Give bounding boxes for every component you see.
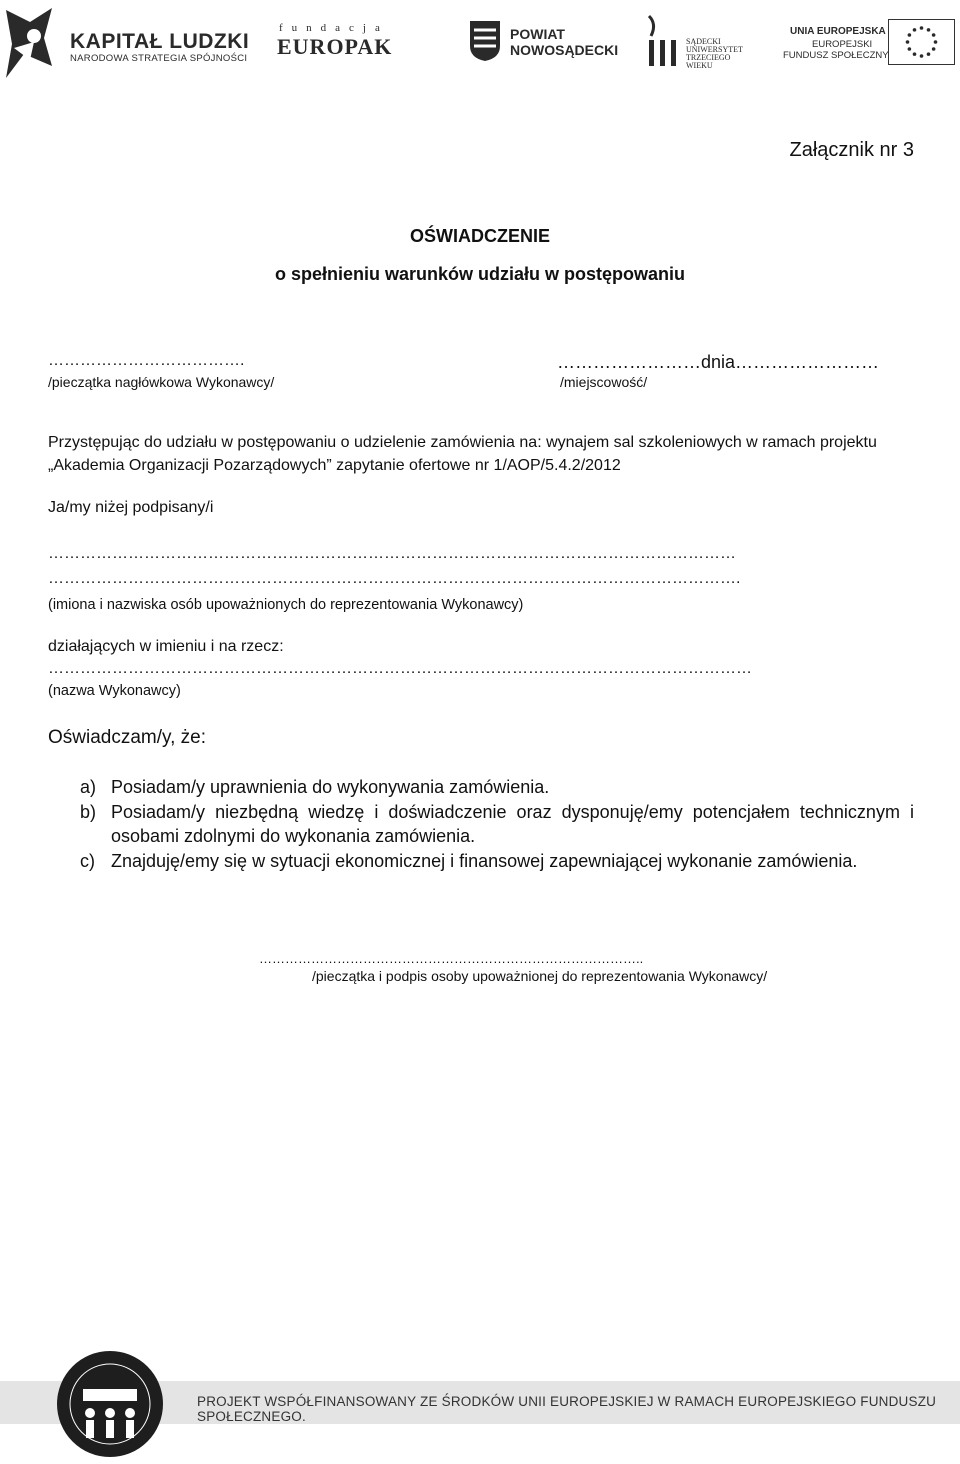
acting-label: działających w imieniu i na rzecz:	[48, 638, 284, 655]
powiat-line-2: NOWOSĄDECKI	[510, 42, 619, 58]
eu-star-icon	[913, 52, 917, 56]
list-item	[80, 800, 914, 848]
document-title: OŚWIADCZENIE	[409, 226, 550, 246]
list-marker: c)	[80, 851, 95, 871]
stamp-placeholder: ……………………………….	[48, 352, 245, 369]
utw-text	[686, 38, 746, 70]
ue-line-2: EUROPEJSKI	[812, 39, 873, 50]
eu-star-icon	[908, 33, 912, 37]
utw-line-3: TRZECIEGO	[686, 53, 731, 62]
eu-star-icon	[932, 47, 936, 51]
contractor-dotline: ……………………………………………………………………………………………………………………	[48, 660, 752, 677]
kapital-ludzki-title: KAPITAŁ LUDZKI	[70, 30, 250, 53]
utw-line-2: UNIWERSYTET	[686, 45, 743, 54]
eu-star-icon	[927, 52, 931, 56]
list-item	[80, 775, 914, 799]
list-text: Posiadam/y niezbędną wiedzę i doświadczenie oraz dysponuję/emy potencjałem technicznym i osobami zdolnymi do wykonania zamówienia.	[111, 802, 914, 846]
eu-star-icon	[920, 26, 924, 30]
list-marker: a)	[80, 777, 97, 797]
place-date-placeholder: ……………………dnia……………………	[557, 352, 880, 372]
utw-logo-icon	[643, 14, 688, 68]
fundacja-label: fundacja	[279, 22, 389, 34]
stamp-label: /pieczątka nagłówkowa Wykonawcy/	[48, 374, 275, 390]
intro-paragraph: Przystępując do udziału w postępowaniu o udzielenie zamówienia na: wynajem sal szkoleniowych w ramach projektu „Akademia Organizacji Pozarządowych” zapytanie ofertowe nr 1/AOP/5.4.2/2012	[48, 434, 877, 474]
signature-label: /pieczątka i podpis osoby upoważnionej do reprezentowania Wykonawcy/	[312, 968, 768, 984]
utw-line-4: WIEKU	[686, 61, 713, 70]
kapital-ludzki-subtitle: NARODOWA STRATEGIA SPÓJNOŚCI	[70, 53, 248, 64]
list-text: Posiadam/y uprawnienia do wykonywania zamówienia.	[111, 777, 550, 797]
contractor-caption: (nazwa Wykonawcy)	[48, 683, 181, 699]
document-subtitle: o spełnieniu warunków udziału w postępowaniu	[274, 264, 686, 284]
place-label: /miejscowość/	[560, 374, 648, 390]
eu-flag-icon	[888, 19, 955, 65]
names-dotline-1: …………………………………………………………………………………………………………………	[48, 545, 736, 562]
annex-number: Załącznik nr 3	[789, 139, 914, 161]
eu-star-icon	[934, 40, 938, 44]
eu-star-icon	[920, 54, 924, 58]
eu-star-icon	[908, 47, 912, 51]
names-dotline-2: ………………………………………………………………………………………………………………….	[48, 570, 741, 587]
list-text: Znajduję/emy się w sytuacji ekonomicznej i finansowej zapewniającej wykonanie zamówienia.	[111, 851, 858, 871]
declaration-heading: Oświadczam/y, że:	[48, 727, 207, 748]
ue-line-3: FUNDUSZ SPOŁECZNY	[783, 50, 889, 61]
eu-star-icon	[913, 28, 917, 32]
akademia-logo-icon	[55, 1349, 165, 1459]
signature-placeholder: ……………………………………………………………………………..	[259, 951, 644, 966]
eu-star-icon	[932, 33, 936, 37]
list-marker: b)	[80, 802, 97, 822]
names-caption: (imiona i nazwiska osób upoważnionych do reprezentowania Wykonawcy)	[48, 597, 524, 613]
powiat-shield-icon	[469, 20, 501, 62]
ue-line-1: UNIA EUROPEJSKA	[790, 26, 886, 37]
eu-star-icon	[927, 28, 931, 32]
powiat-line-1: POWIAT	[510, 26, 565, 42]
footer-cofinancing-text: PROJEKT WSPÓŁFINANSOWANY ZE ŚRODKÓW UNII EUROPEJSKIEJ W RAMACH EUROPEJSKIEGO FUNDUSZU SPOŁECZNEGO.	[197, 1394, 937, 1424]
kapital-ludzki-logo-icon	[4, 6, 54, 80]
utw-line-1: SĄDECKI	[686, 37, 721, 46]
declaration-list	[80, 775, 914, 874]
eu-star-icon	[906, 40, 910, 44]
europak-logo-text: EUROPAK	[277, 34, 393, 59]
list-item	[80, 849, 914, 873]
undersigned-label: Ja/my niżej podpisany/i	[48, 499, 214, 516]
